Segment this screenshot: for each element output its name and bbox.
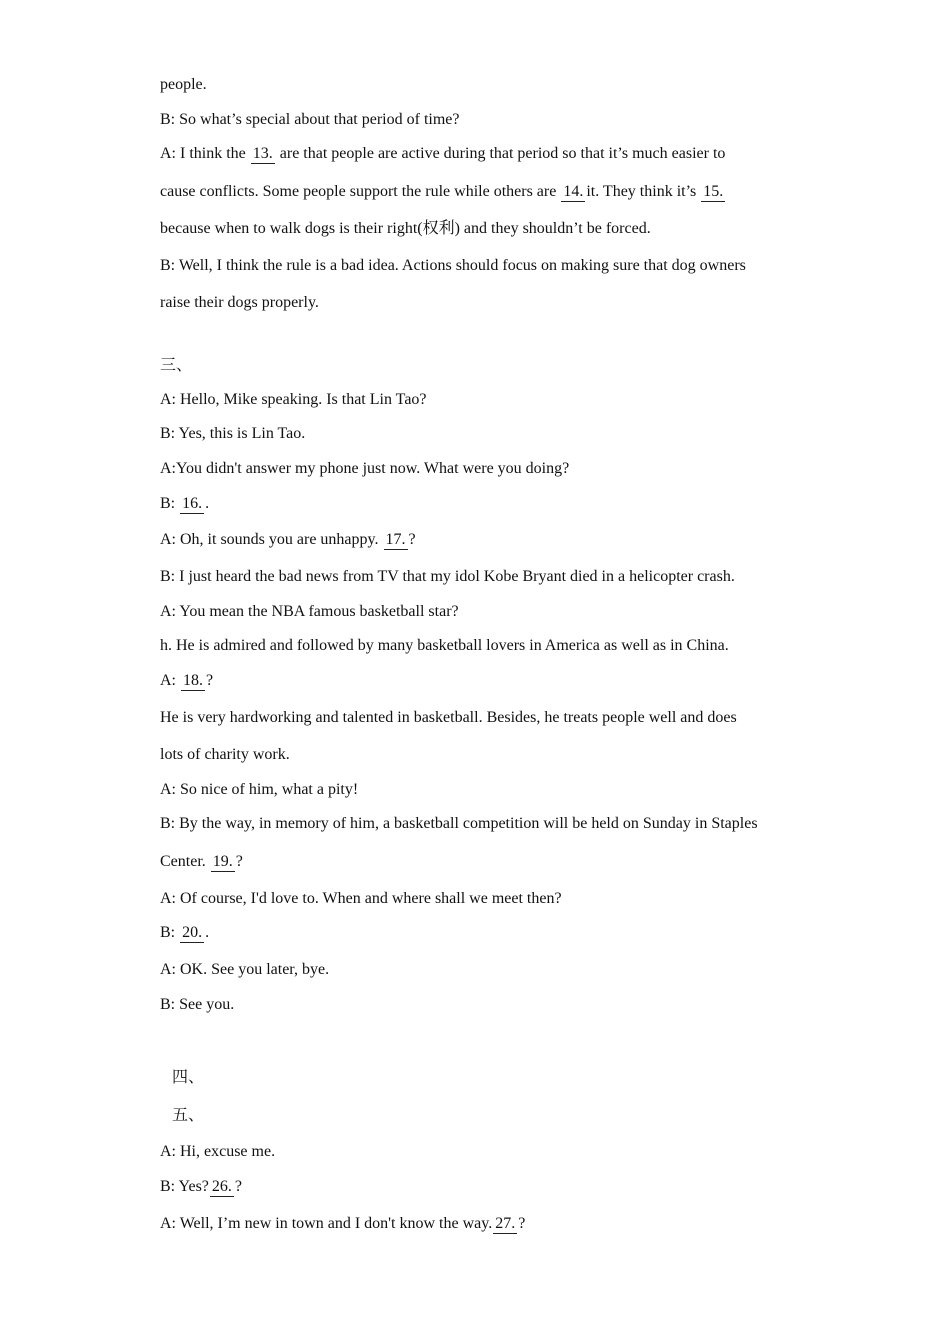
dialogue-line [160,814,758,834]
answer-blank-14[interactable]: 14. [563,183,584,200]
dialogue-line [160,923,209,943]
answer-blank-26[interactable]: 26. [211,1178,232,1195]
text: A: [160,672,180,689]
text: 五、 [172,1107,205,1124]
dialogue-line [160,852,243,872]
text: . [205,495,210,512]
text: B: [160,924,180,941]
dialogue-line [160,745,290,765]
text: B: I just heard the bad news from TV that my idol Kobe Bryant died in a helicopter crash. [160,568,735,585]
dialogue-line [160,671,213,691]
text: He is very hardworking and talented in basketball. Besides, he treats people well and does [160,709,737,726]
dialogue-line [160,889,562,909]
dialogue-line [160,182,726,202]
answer-blank-18[interactable]: 18. [183,672,203,689]
dialogue-line [160,219,651,239]
dialogue-line [160,636,729,656]
dialogue-line [160,780,358,800]
answer-blank-15[interactable]: 15. [703,183,724,200]
text: lots of charity work. [160,746,290,763]
dialogue-line [160,424,305,444]
text: because when to walk dogs is their right(权利) and they shouldn’t be forced. [160,220,651,237]
text: raise their dogs properly. [160,294,319,311]
dialogue-line [160,390,427,410]
text: A: I think the [160,145,250,162]
answer-blank-20[interactable]: 20. [182,924,203,941]
text: ? [206,672,214,689]
text: A: OK. See you later, bye. [160,961,330,978]
text: cause conflicts. Some people support the rule while others are [160,183,561,200]
text: B: Yes? [160,1178,209,1195]
text: ? [518,1215,526,1232]
text: people. [160,76,207,93]
dialogue-line [160,530,416,550]
dialogue-line [160,459,569,479]
text: A: Oh, it sounds you are unhappy. [160,531,383,548]
text: 四、 [172,1069,205,1086]
text: B: See you. [160,996,235,1013]
dialogue-line [160,494,209,514]
text: ? [234,1178,243,1195]
text: A: Hi, excuse me. [160,1143,276,1160]
dialogue-line [160,1142,275,1162]
text: B: By the way, in memory of him, a basketball competition will be held on Sunday in Staples [160,815,758,832]
text: A: Well, I’m new in town and I don't know the way. [160,1215,493,1232]
text: B: So what’s special about that period of time? [160,111,460,128]
text: A: So nice of him, what a pity! [160,781,359,798]
dialogue-line [160,960,329,980]
section-heading [172,1106,204,1126]
section-heading [160,356,192,376]
text: 三、 [160,357,193,374]
dialogue-line [160,110,460,130]
text: ? [408,531,416,548]
dialogue-line [160,708,737,728]
text: A: You mean the NBA famous basketball star? [160,603,459,620]
dialogue-line [160,995,234,1015]
text: ? [235,853,243,870]
text: A: Of course, I'd love to. When and where shall we meet then? [160,890,562,907]
paragraph-line [160,75,207,95]
answer-blank-16[interactable]: 16. [182,495,203,512]
dialogue-line [160,144,725,164]
text: h. He is admired and followed by many basketball lovers in America as well as in China. [160,637,729,654]
section-heading [172,1068,204,1088]
dialogue-line [160,602,459,622]
text: it. They think it’s [586,183,701,200]
dialogue-line [160,1177,242,1197]
dialogue-line [160,256,746,276]
text: B: [160,495,180,512]
answer-blank-19[interactable]: 19. [212,853,233,870]
text: B: Well, I think the rule is a bad idea. Actions should focus on making sure that dog owners [160,257,746,274]
text: B: Yes, this is Lin Tao. [160,425,306,442]
text: . [205,924,210,941]
answer-blank-27[interactable]: 27. [495,1215,516,1232]
text: A:You didn't answer my phone just now. What were you doing? [160,460,570,477]
text: A: Hello, Mike speaking. Is that Lin Tao? [160,391,427,408]
dialogue-line [160,1214,525,1234]
answer-blank-13[interactable]: 13. [252,145,273,162]
text: are that people are active during that period so that it’s much easier to [275,145,726,162]
dialogue-line [160,293,319,313]
text: Center. [160,853,210,870]
answer-blank-17[interactable]: 17. [385,531,406,548]
dialogue-line [160,567,735,587]
